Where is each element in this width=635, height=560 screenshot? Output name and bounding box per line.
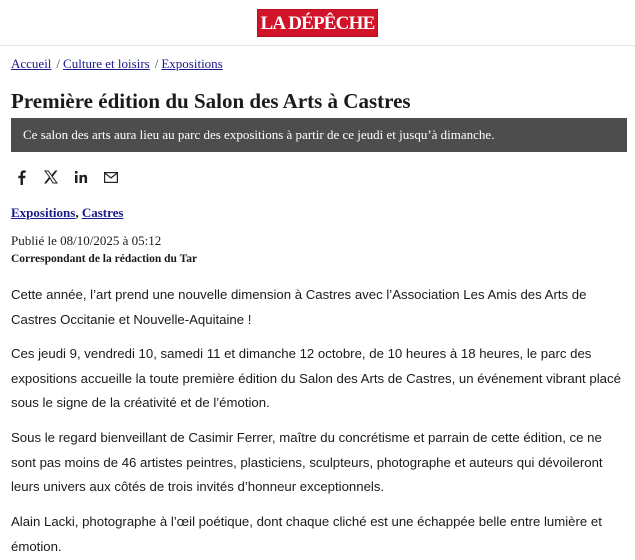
- article-title: Première édition du Salon des Arts à Castres: [11, 89, 411, 113]
- site-header: [0, 0, 635, 46]
- breadcrumb-separator: /: [154, 56, 159, 71]
- linkedin-icon[interactable]: [72, 168, 90, 186]
- breadcrumb: [11, 56, 223, 72]
- x-icon[interactable]: [42, 168, 60, 186]
- article-paragraph: Ces jeudi 9, vendredi 10, samedi 11 et dimanche 12 octobre, de 10 heures à 18 heures, le parc des expositions accueille la toute première édition du Salon des Arts de Castres, un événement vibrant placé sous le signe de la créativité et de l’émotion.: [11, 346, 621, 410]
- tag-castres[interactable]: Castres: [81, 205, 124, 220]
- tag-separator: ,: [75, 205, 79, 220]
- site-logo[interactable]: LA DÉPÊCHE: [257, 9, 379, 37]
- breadcrumb-home[interactable]: Accueil: [11, 56, 52, 71]
- article-paragraph: Sous le regard bienveillant de Casimir Ferrer, maître du concrétisme et parrain de cette édition, ce ne sont pas moins de 46 artistes peintres, plasticiens, sculpteurs, photographe et auteurs qui dévoileront leurs univers aux côtés de trois invités d’honneur exceptionnels.: [11, 430, 603, 494]
- breadcrumb-separator: /: [56, 56, 61, 71]
- facebook-icon[interactable]: [12, 168, 30, 186]
- article-paragraph: Cette année, l’art prend une nouvelle dimension à Castres avec l’Association Les Amis des Arts de Castres Occitanie et Nouvelle-Aquitaine !: [11, 287, 587, 327]
- article-tags: [11, 205, 123, 221]
- article-author: Correspondant de la rédaction du Tar: [11, 253, 198, 265]
- tag-expositions[interactable]: Expositions: [11, 205, 76, 220]
- breadcrumb-culture-loisirs[interactable]: Culture et loisirs: [63, 56, 150, 71]
- published-date: Publié le 08/10/2025 à 05:12: [11, 233, 162, 248]
- article-chapo: Ce salon des arts aura lieu au parc des expositions à partir de ce jeudi et jusqu’à dimanche.: [11, 118, 627, 152]
- article-paragraph: Alain Lacki, photographe à l’œil poétique, dont chaque cliché est une échappée belle entre lumière et émotion.: [11, 514, 602, 554]
- share-bar: [12, 168, 120, 186]
- email-icon[interactable]: [102, 168, 120, 186]
- breadcrumb-expositions[interactable]: Expositions: [161, 56, 223, 71]
